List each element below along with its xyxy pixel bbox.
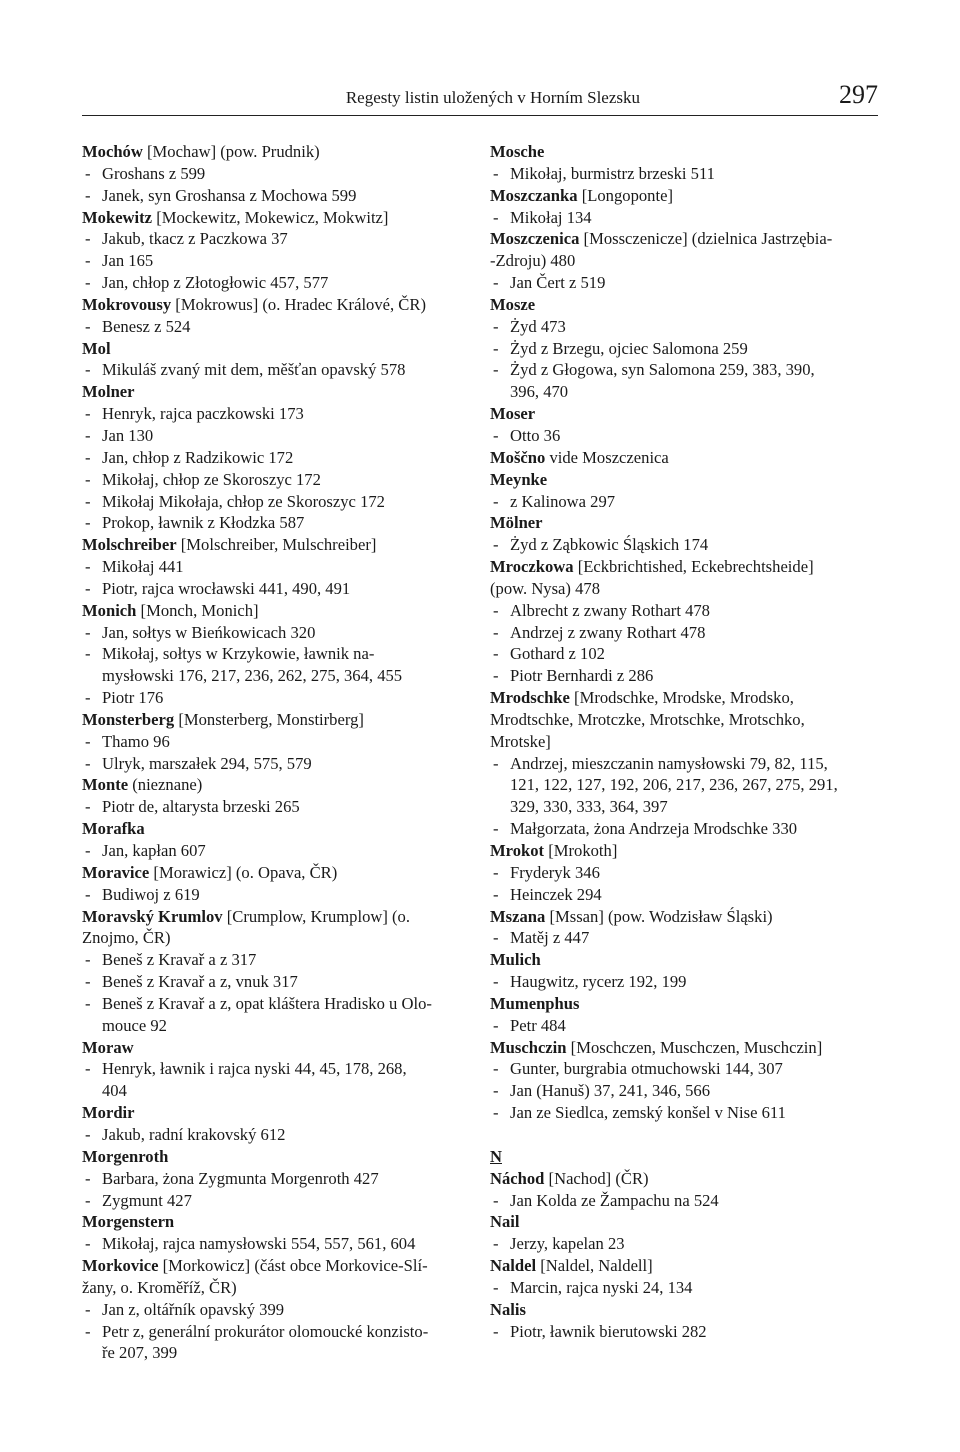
index-entry-heading bbox=[82, 862, 462, 884]
index-entry-heading bbox=[82, 818, 462, 840]
index-entry-continuation bbox=[490, 709, 870, 731]
index-subentry bbox=[82, 185, 462, 207]
entry-detail: [Mokrowus] (o. Hradec Králové, ČR) bbox=[171, 294, 426, 314]
entry-name: Mokrovousy bbox=[82, 294, 172, 314]
index-subentry bbox=[82, 556, 462, 578]
entry-detail: Zygmunt 427 bbox=[102, 1190, 192, 1210]
entry-detail: vide Moszczenica bbox=[545, 447, 669, 467]
running-header bbox=[82, 80, 878, 116]
index-subentry bbox=[82, 687, 462, 709]
entry-detail: Żyd 473 bbox=[510, 316, 566, 336]
entry-detail: [Monsterberg, Monstirberg] bbox=[174, 709, 364, 729]
index-subentry bbox=[490, 1233, 870, 1255]
index-subentry bbox=[490, 927, 870, 949]
entry-detail: Andrzej, mieszczanin namysłowski 79, 82, 115, bbox=[510, 753, 828, 773]
entry-detail: Benesz z 524 bbox=[102, 316, 191, 336]
entry-name: Monte bbox=[82, 775, 129, 795]
entry-detail: Mikołaj, burmistrz brzeski 511 bbox=[510, 163, 715, 183]
index-entry-heading bbox=[82, 774, 462, 796]
entry-detail: Piotr de, altarysta brzeski 265 bbox=[102, 797, 300, 817]
entry-detail: Mikołaj Mikołaja, chłop ze Skoroszyc 172 bbox=[102, 491, 385, 511]
index-subentry bbox=[82, 884, 462, 906]
header-rule bbox=[82, 115, 878, 116]
index-subentry bbox=[82, 622, 462, 644]
entry-detail: Jan, kapłan 607 bbox=[102, 841, 206, 860]
index-entry-heading bbox=[82, 207, 462, 229]
entry-detail: z Kalinowa 297 bbox=[510, 491, 616, 511]
index-subentry bbox=[82, 1233, 462, 1255]
entry-detail: (nieznane) bbox=[128, 775, 203, 795]
entry-detail: mysłowski 176, 217, 236, 262, 275, 364, 455 bbox=[102, 666, 403, 686]
entry-detail: Gothard z 102 bbox=[510, 644, 605, 664]
entry-detail: 121, 122, 127, 192, 206, 217, 236, 267, 275, 291, bbox=[510, 775, 838, 795]
entry-detail: Beneš z Kravař a z, opat kláštera Hradisko u Olo- bbox=[102, 993, 432, 1013]
index-entry-heading bbox=[490, 906, 870, 928]
index-entry-continuation bbox=[82, 927, 462, 949]
index-subentry bbox=[490, 1058, 870, 1080]
entry-detail: Beneš z Kravař a z, vnuk 317 bbox=[102, 972, 298, 992]
index-entry-heading bbox=[490, 1299, 870, 1321]
entry-detail: [Monch, Monich] bbox=[136, 600, 259, 620]
entry-detail: Barbara, żona Zygmunta Morgenroth 427 bbox=[102, 1168, 379, 1188]
entry-detail: Jan 130 bbox=[102, 425, 154, 445]
entry-detail: Albrecht z zwany Rothart 478 bbox=[510, 600, 710, 620]
index-subentry bbox=[82, 250, 462, 272]
entry-detail: Andrzej z zwany Rothart 478 bbox=[510, 622, 706, 642]
entry-name: Morgenroth bbox=[82, 1146, 169, 1166]
section-letter-text: N bbox=[490, 1146, 502, 1166]
entry-name: Morafka bbox=[82, 819, 145, 839]
index-column-right bbox=[490, 141, 870, 1342]
entry-name: Mszana bbox=[490, 906, 546, 926]
index-entry-heading bbox=[490, 1211, 870, 1233]
entry-detail: Haugwitz, rycerz 192, 199 bbox=[510, 972, 687, 992]
index-continuation bbox=[82, 1342, 462, 1364]
entry-name: Molner bbox=[82, 382, 135, 402]
index-entry-heading bbox=[82, 709, 462, 731]
index-column-left bbox=[82, 141, 462, 1364]
index-subentry bbox=[490, 862, 870, 884]
index-entry-continuation bbox=[490, 250, 870, 272]
page-number: 297 bbox=[839, 80, 878, 109]
index-subentry bbox=[490, 643, 870, 665]
entry-detail: Petr z, generální prokurátor olomoucké konzisto- bbox=[102, 1321, 429, 1341]
index-continuation bbox=[82, 1015, 462, 1037]
entry-name: Morgenstern bbox=[82, 1212, 175, 1232]
index-subentry bbox=[82, 359, 462, 381]
entry-detail: Jakub, tkacz z Paczkowa 37 bbox=[102, 229, 288, 249]
index-subentry bbox=[490, 1277, 870, 1299]
entry-detail: Groshans z 599 bbox=[102, 163, 206, 183]
index-entry-heading bbox=[82, 1146, 462, 1168]
index-subentry bbox=[490, 622, 870, 644]
entry-name: Mochów bbox=[82, 142, 143, 161]
section-letter bbox=[490, 1146, 870, 1168]
index-subentry bbox=[490, 1321, 870, 1343]
entry-detail: Jan, sołtys w Bieńkowicach 320 bbox=[102, 622, 316, 642]
entry-detail: Jan ze Siedlca, zemský konšel v Nise 611 bbox=[510, 1103, 786, 1123]
index-entry-heading bbox=[82, 338, 462, 360]
index-entry-continuation bbox=[490, 731, 870, 753]
entry-name: Mumenphus bbox=[490, 993, 580, 1013]
index-subentry bbox=[82, 1058, 462, 1080]
index-subentry bbox=[490, 359, 870, 381]
entry-name: Meynke bbox=[490, 469, 548, 489]
entry-detail: Jan Kolda ze Žampachu na 524 bbox=[510, 1190, 719, 1210]
entry-detail: Henryk, rajca paczkowski 173 bbox=[102, 404, 304, 424]
index-subentry bbox=[82, 993, 462, 1015]
index-subentry bbox=[82, 425, 462, 447]
index-entry-heading bbox=[82, 534, 462, 556]
entry-detail: Małgorzata, żona Andrzeja Mrodschke 330 bbox=[510, 819, 798, 839]
index-continuation bbox=[490, 796, 870, 818]
index-subentry bbox=[82, 578, 462, 600]
index-subentry bbox=[82, 1321, 462, 1343]
index-subentry bbox=[82, 512, 462, 534]
entry-name: Nail bbox=[490, 1212, 520, 1232]
entry-name: Mroczkowa bbox=[490, 557, 574, 577]
entry-name: Monsterberg bbox=[82, 709, 175, 729]
index-entry-heading bbox=[82, 906, 462, 928]
entry-name: Mulich bbox=[490, 950, 541, 970]
entry-detail: Żyd z Głogowa, syn Salomona 259, 383, 390, bbox=[510, 360, 815, 380]
entry-detail: Budiwoj z 619 bbox=[102, 884, 200, 904]
index-entry-continuation bbox=[490, 578, 870, 600]
index-subentry bbox=[82, 1168, 462, 1190]
entry-detail: Henryk, ławnik i rajca nyski 44, 45, 178, 268, bbox=[102, 1059, 407, 1079]
index-subentry bbox=[82, 643, 462, 665]
entry-detail: 396, 470 bbox=[510, 382, 569, 402]
entry-name: Molschreiber bbox=[82, 535, 177, 555]
index-subentry bbox=[490, 665, 870, 687]
index-continuation bbox=[490, 774, 870, 796]
entry-name: Moszczanka bbox=[490, 185, 578, 205]
entry-detail: [Moschczen, Muschczen, Muschczin] bbox=[566, 1037, 823, 1057]
entry-name: Moraw bbox=[82, 1037, 134, 1057]
index-entry-heading bbox=[82, 141, 462, 163]
index-entry-heading bbox=[490, 993, 870, 1015]
index-continuation bbox=[82, 1080, 462, 1102]
entry-detail: Piotr, rajca wrocławski 441, 490, 491 bbox=[102, 578, 351, 598]
entry-detail: Gunter, burgrabia otmuchowski 144, 307 bbox=[510, 1059, 783, 1079]
entry-detail: Jan z, oltářník opavský 399 bbox=[102, 1299, 285, 1319]
entry-detail: [Morawicz] (o. Opava, ČR) bbox=[149, 862, 338, 882]
index-entry-heading bbox=[490, 687, 870, 709]
index-entry-heading bbox=[82, 381, 462, 403]
index-entry-heading bbox=[490, 556, 870, 578]
entry-name: Moravský Krumlov bbox=[82, 906, 223, 926]
entry-detail: Żyd z Ząbkowic Śląskich 174 bbox=[510, 535, 709, 555]
entry-name: Moščno bbox=[490, 447, 546, 467]
section-gap bbox=[490, 1124, 870, 1146]
entry-detail: Beneš z Kravař a z 317 bbox=[102, 950, 257, 970]
index-subentry bbox=[82, 272, 462, 294]
index-continuation bbox=[490, 381, 870, 403]
entry-detail: 404 bbox=[102, 1081, 127, 1101]
index-entry-heading bbox=[82, 600, 462, 622]
entry-name: Mosche bbox=[490, 142, 545, 161]
index-subentry bbox=[490, 1102, 870, 1124]
index-entry-heading bbox=[82, 1255, 462, 1277]
entry-name: Nalis bbox=[490, 1299, 526, 1319]
entry-detail: [Mrodschke, Mrodske, Mrodsko, bbox=[569, 688, 794, 708]
index-entry-heading bbox=[490, 1255, 870, 1277]
index-subentry bbox=[490, 818, 870, 840]
entry-detail: Petr 484 bbox=[510, 1015, 566, 1035]
entry-name: Mordir bbox=[82, 1103, 135, 1123]
index-subentry bbox=[490, 971, 870, 993]
entry-detail: Znojmo, ČR) bbox=[82, 928, 171, 948]
index-subentry bbox=[490, 272, 870, 294]
entry-detail: [Mockewitz, Mokewicz, Mokwitz] bbox=[152, 207, 389, 227]
entry-detail: Jan Čert z 519 bbox=[510, 273, 606, 293]
running-title: Regesty listin uložených v Horním Slezsku bbox=[345, 88, 640, 107]
entry-detail: Piotr 176 bbox=[102, 688, 164, 708]
index-subentry bbox=[82, 1124, 462, 1146]
entry-detail: Mikuláš zvaný mit dem, měšťan opavský 578 bbox=[102, 360, 406, 380]
entry-detail: Matěj z 447 bbox=[510, 928, 590, 948]
index-subentry bbox=[490, 163, 870, 185]
index-entry-heading bbox=[490, 1037, 870, 1059]
entry-detail: Żyd z Brzegu, ojciec Salomona 259 bbox=[510, 338, 748, 358]
index-continuation bbox=[82, 665, 462, 687]
index-subentry bbox=[82, 1299, 462, 1321]
index-entry-heading bbox=[490, 228, 870, 250]
index-entry-heading bbox=[490, 512, 870, 534]
entry-detail: Janek, syn Groshansa z Mochowa 599 bbox=[102, 185, 357, 205]
entry-name: Mokewitz bbox=[82, 207, 153, 227]
index-subentry bbox=[82, 163, 462, 185]
index-subentry bbox=[82, 731, 462, 753]
entry-detail: Mrodtschke, Mrotczke, Mrotschke, Mrotschko, bbox=[490, 709, 805, 729]
index-subentry bbox=[490, 491, 870, 513]
index-entry-heading bbox=[490, 403, 870, 425]
entry-detail: Mikołaj, chłop ze Skoroszyc 172 bbox=[102, 469, 321, 489]
entry-detail: Marcin, rajca nyski 24, 134 bbox=[510, 1277, 693, 1297]
index-subentry bbox=[82, 469, 462, 491]
entry-detail: [Eckbrichtished, Eckebrechtsheide] bbox=[573, 557, 814, 577]
index-entry-heading bbox=[490, 141, 870, 163]
entry-name: Náchod bbox=[490, 1168, 545, 1188]
index-entry-heading bbox=[490, 185, 870, 207]
index-entry-heading bbox=[82, 1211, 462, 1233]
entry-detail: [Mossczenicze] (dzielnica Jastrzębia- bbox=[579, 229, 833, 249]
index-subentry bbox=[82, 796, 462, 818]
index-entry-heading bbox=[490, 294, 870, 316]
entry-detail: (pow. Nysa) 478 bbox=[490, 578, 600, 598]
index-entry-heading bbox=[490, 469, 870, 491]
entry-detail: Prokop, ławnik z Kłodzka 587 bbox=[102, 513, 305, 533]
index-subentry bbox=[82, 228, 462, 250]
entry-detail: Mrotske] bbox=[490, 731, 551, 751]
index-subentry bbox=[490, 425, 870, 447]
entry-name: Morkovice bbox=[82, 1256, 159, 1276]
entry-name: Muschczin bbox=[490, 1037, 567, 1057]
entry-detail: Ulryk, marszałek 294, 575, 579 bbox=[102, 753, 312, 773]
entry-name: Moszczenica bbox=[490, 229, 580, 249]
index-subentry bbox=[490, 1080, 870, 1102]
index-subentry bbox=[490, 338, 870, 360]
entry-detail: [Naldel, Naldell] bbox=[536, 1256, 653, 1276]
entry-detail: Piotr Bernhardi z 286 bbox=[510, 666, 654, 686]
entry-detail: Jan, chłop z Radzikowic 172 bbox=[102, 447, 294, 467]
entry-detail: 329, 330, 333, 364, 397 bbox=[510, 797, 668, 817]
entry-detail: Jan (Hanuš) 37, 241, 346, 566 bbox=[510, 1081, 711, 1101]
entry-name: Naldel bbox=[490, 1256, 537, 1276]
index-subentry bbox=[82, 753, 462, 775]
entry-detail: Heinczek 294 bbox=[510, 884, 602, 904]
entry-detail: Mikołaj, sołtys w Krzykowie, ławnik na- bbox=[102, 644, 375, 664]
index-subentry bbox=[490, 1015, 870, 1037]
index-entry-heading bbox=[82, 1102, 462, 1124]
entry-detail: mouce 92 bbox=[102, 1015, 167, 1035]
index-subentry bbox=[82, 491, 462, 513]
entry-detail: [Mrokoth] bbox=[544, 841, 618, 860]
index-subentry bbox=[82, 403, 462, 425]
entry-detail: [Longoponte] bbox=[577, 185, 673, 205]
index-subentry bbox=[490, 207, 870, 229]
index-entry-heading bbox=[490, 840, 870, 862]
index-subentry bbox=[490, 600, 870, 622]
entry-name: Mol bbox=[82, 338, 111, 358]
entry-detail: [Mssan] (pow. Wodzisław Śląski) bbox=[545, 906, 773, 926]
index-subentry bbox=[82, 447, 462, 469]
index-subentry bbox=[490, 1190, 870, 1212]
index-entry-heading bbox=[490, 447, 870, 469]
entry-name: Mrokot bbox=[490, 841, 545, 860]
index-subentry bbox=[490, 316, 870, 338]
entry-detail: žany, o. Kroměříž, ČR) bbox=[82, 1277, 237, 1297]
index-subentry bbox=[82, 1190, 462, 1212]
index-entry-heading bbox=[490, 949, 870, 971]
index-subentry bbox=[490, 884, 870, 906]
entry-detail: Jan, chłop z Złotogłowic 457, 577 bbox=[102, 273, 329, 293]
entry-detail: [Nachod] (ČR) bbox=[544, 1168, 649, 1188]
entry-detail: [Molschreiber, Mulschreiber] bbox=[176, 535, 377, 555]
entry-name: Mosze bbox=[490, 294, 536, 314]
index-entry-heading bbox=[82, 1037, 462, 1059]
entry-name: Mrodschke bbox=[490, 688, 570, 708]
index-subentry bbox=[82, 971, 462, 993]
entry-detail: [Crumplow, Krumplow] (o. bbox=[222, 906, 411, 926]
entry-detail: Jerzy, kapelan 23 bbox=[510, 1234, 625, 1254]
entry-detail: [Morkowicz] (část obce Morkovice-Slí- bbox=[158, 1256, 428, 1276]
entry-detail: [Mochaw] (pow. Prudnik) bbox=[142, 142, 320, 161]
entry-detail: Piotr, ławnik bierutowski 282 bbox=[510, 1321, 707, 1341]
index-entry-heading bbox=[490, 1168, 870, 1190]
entry-name: Moser bbox=[490, 404, 536, 424]
entry-detail: Mikołaj 134 bbox=[510, 207, 592, 227]
index-subentry bbox=[490, 753, 870, 775]
entry-detail: Mikołaj, rajca namysłowski 554, 557, 561, 604 bbox=[102, 1234, 416, 1254]
entry-detail: Jakub, radní krakovský 612 bbox=[102, 1124, 286, 1144]
index-subentry bbox=[82, 316, 462, 338]
entry-detail: Thamo 96 bbox=[102, 731, 170, 751]
entry-detail: Jan 165 bbox=[102, 251, 154, 271]
index-subentry bbox=[82, 949, 462, 971]
index-entry-continuation bbox=[82, 1277, 462, 1299]
entry-detail: Otto 36 bbox=[510, 425, 561, 445]
entry-name: Moravice bbox=[82, 862, 150, 882]
index-entry-heading bbox=[82, 294, 462, 316]
entry-detail: ře 207, 399 bbox=[102, 1343, 178, 1363]
entry-detail: -Zdroju) 480 bbox=[490, 251, 576, 271]
index-subentry bbox=[82, 840, 462, 862]
entry-name: Monich bbox=[82, 600, 137, 620]
index-subentry bbox=[490, 534, 870, 556]
entry-detail: Fryderyk 346 bbox=[510, 862, 600, 882]
entry-detail: Mikołaj 441 bbox=[102, 557, 184, 577]
entry-name: Mölner bbox=[490, 513, 543, 533]
